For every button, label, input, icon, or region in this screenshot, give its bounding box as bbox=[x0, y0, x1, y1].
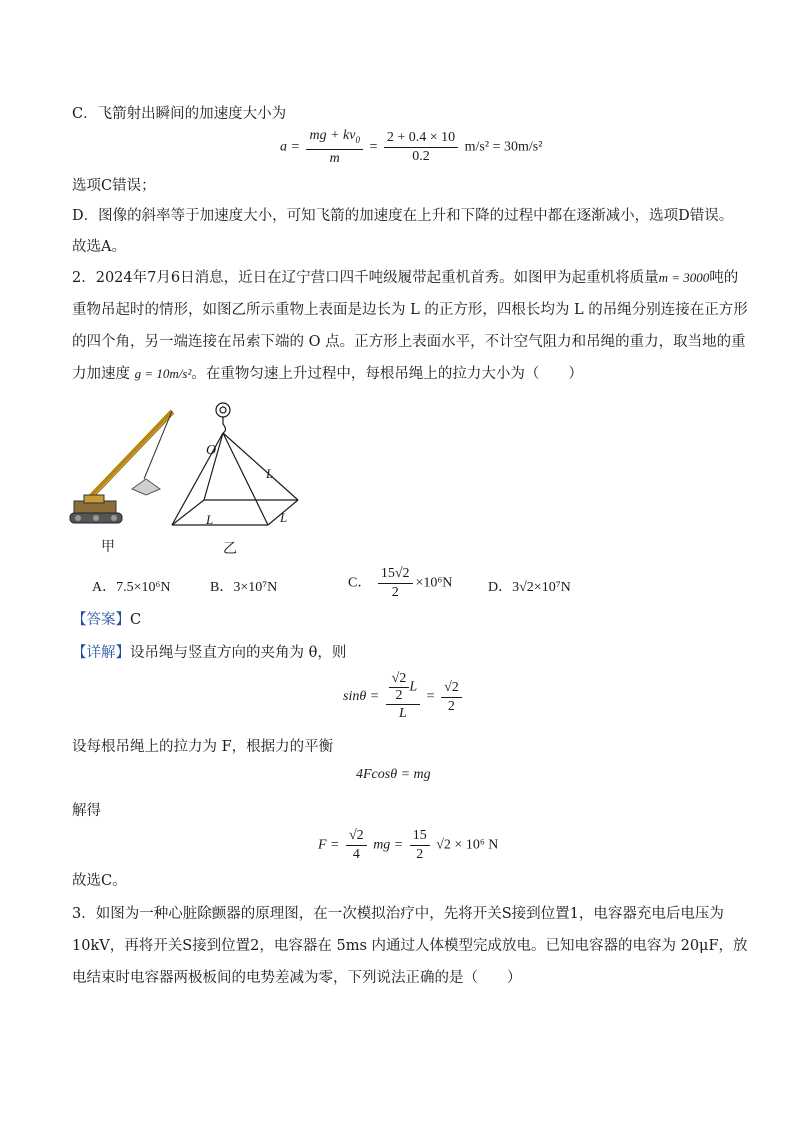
acceleration-equation bbox=[280, 128, 542, 167]
option-b[interactable]: B．3×10⁷N bbox=[210, 580, 278, 595]
sin-inner-num: √2 bbox=[389, 672, 410, 688]
q2-line-4-a: 力加速度 bbox=[72, 366, 130, 382]
sin-result-den: 2 bbox=[447, 698, 455, 714]
sin-result-fraction bbox=[441, 680, 462, 715]
caption-jia: 甲 bbox=[101, 539, 115, 555]
q2-mass: m = 3000 bbox=[658, 270, 710, 285]
sin-num-L: L bbox=[409, 679, 418, 695]
option-c-den: 2 bbox=[391, 585, 399, 600]
option-a[interactable]: A．7.5×10⁶N bbox=[92, 580, 171, 595]
sin-fraction bbox=[386, 672, 420, 722]
option-d-text: D．图像的斜率等于加速度大小，可知飞箭的加速度在上升和下降的过程中都在逐渐减小，选项D错误。 bbox=[72, 208, 734, 224]
q2-conclusion: 故选C。 bbox=[72, 873, 127, 889]
sin-inner-fraction bbox=[389, 672, 410, 703]
option-d[interactable]: D．3√2×10⁷N bbox=[488, 580, 571, 595]
q2-line-1-text: 2．2024年7月6日消息，近日在辽宁营口四千吨级履带起重机首秀。如图甲为起重机将质量 bbox=[72, 270, 659, 286]
label-L-rope: L bbox=[266, 466, 274, 481]
answer-value: C bbox=[130, 612, 142, 628]
eq-fraction-2 bbox=[384, 130, 458, 165]
sin-inner-den: 2 bbox=[395, 688, 403, 703]
q2-gravity: g = 10m/s² bbox=[134, 366, 192, 381]
crane-figure bbox=[68, 405, 178, 530]
detail-line-3: 解得 bbox=[72, 803, 101, 819]
F-fraction-1 bbox=[346, 828, 367, 863]
q2-line-1 bbox=[72, 268, 738, 288]
eq-equals: = bbox=[369, 139, 378, 155]
q2-line-1-end: 吨的 bbox=[709, 270, 739, 286]
eq-frac1-sub: 0 bbox=[355, 134, 360, 145]
F-frac1-den: 4 bbox=[352, 847, 360, 862]
detail-line-2: 设每根吊绳上的拉力为 F，根据力的平衡 bbox=[72, 739, 334, 755]
option-c-num: 15√2 bbox=[378, 566, 413, 584]
sin-equation bbox=[343, 672, 465, 722]
eq-result: m/s² = 30m/s² bbox=[464, 139, 543, 155]
sin-den: L bbox=[399, 706, 407, 721]
eq-frac2-den: 0.2 bbox=[412, 148, 430, 164]
sin-result-num: √2 bbox=[441, 680, 462, 698]
crane-drawing bbox=[70, 411, 174, 523]
label-L-side: L bbox=[280, 510, 288, 525]
q3-line-1: 3．如图为一种心脏除颤器的原理图，在一次模拟治疗中，先将开关S接到位置1，电容器充电后电压为 bbox=[72, 906, 724, 922]
eq-frac2-num: 2 + 0.4 × 10 bbox=[384, 130, 458, 148]
answer-line bbox=[72, 610, 141, 630]
q3-line-2: 10kV，再将开关S接到位置2，电容器在 5ms 内通过人体模型完成放电。已知电容器的电容为 20μF，放 bbox=[72, 938, 748, 954]
q2-line-3: 的四个角，另一端连接在吊索下端的 O 点。正方形上表面水平，不计空气阻力和吊绳的重力，取当地的重 bbox=[72, 334, 746, 350]
answer-a-line: 故选A。 bbox=[72, 239, 126, 255]
sin-frac-num bbox=[386, 672, 420, 705]
q3-line-3: 电结束时电容器两极板间的电势差减为零，下列说法正确的是（ ） bbox=[72, 970, 522, 986]
sin-lhs: sinθ = bbox=[343, 689, 380, 705]
F-mid: mg = bbox=[373, 837, 404, 853]
F-frac2-den: 2 bbox=[416, 847, 424, 862]
pyramid-drawing bbox=[172, 403, 298, 525]
label-O: O bbox=[206, 443, 217, 458]
eq-lhs: a = bbox=[280, 139, 300, 155]
detail-line-1 bbox=[72, 643, 346, 663]
eq-frac1-den: m bbox=[329, 150, 340, 166]
answer-tag: 【答案】 bbox=[72, 612, 130, 628]
F-frac1-num: √2 bbox=[346, 828, 367, 846]
option-c-fraction bbox=[378, 566, 413, 601]
option-c[interactable] bbox=[348, 566, 452, 601]
option-c-conclusion: 选项C错误； bbox=[72, 178, 156, 194]
option-c-text: C．飞箭射出瞬间的加速度大小为 bbox=[72, 106, 287, 122]
pyramid-figure bbox=[168, 400, 303, 530]
force-equation: 4Fcosθ = mg bbox=[356, 767, 431, 782]
option-c-tail: ×10⁶N bbox=[415, 575, 453, 591]
q2-line-2: 重物吊起时的情形，如图乙所示重物上表面是边长为 L 的正方形，四根长均为 L 的吊绳分别连接在正方形 bbox=[72, 302, 748, 318]
eq-fraction-1 bbox=[306, 128, 363, 167]
sin-equals: = bbox=[426, 689, 435, 705]
F-lhs: F = bbox=[318, 837, 340, 853]
detail-text-1: 设吊绳与竖直方向的夹角为 θ，则 bbox=[130, 645, 347, 661]
caption-yi: 乙 bbox=[223, 541, 237, 557]
q2-line-4 bbox=[72, 364, 583, 384]
label-L-base: L bbox=[206, 512, 214, 527]
F-frac2-num: 15 bbox=[410, 828, 430, 846]
F-equation bbox=[318, 828, 498, 863]
detail-tag: 【详解】 bbox=[72, 645, 130, 661]
F-result: √2 × 10⁶ N bbox=[436, 837, 499, 853]
option-c-prefix: C． bbox=[348, 575, 372, 591]
F-fraction-2 bbox=[410, 828, 430, 863]
q2-line-4-b: 。在重物匀速上升过程中，每根吊绳上的拉力大小为（ ） bbox=[191, 366, 583, 382]
eq-frac1-num: mg + kv bbox=[309, 128, 356, 143]
